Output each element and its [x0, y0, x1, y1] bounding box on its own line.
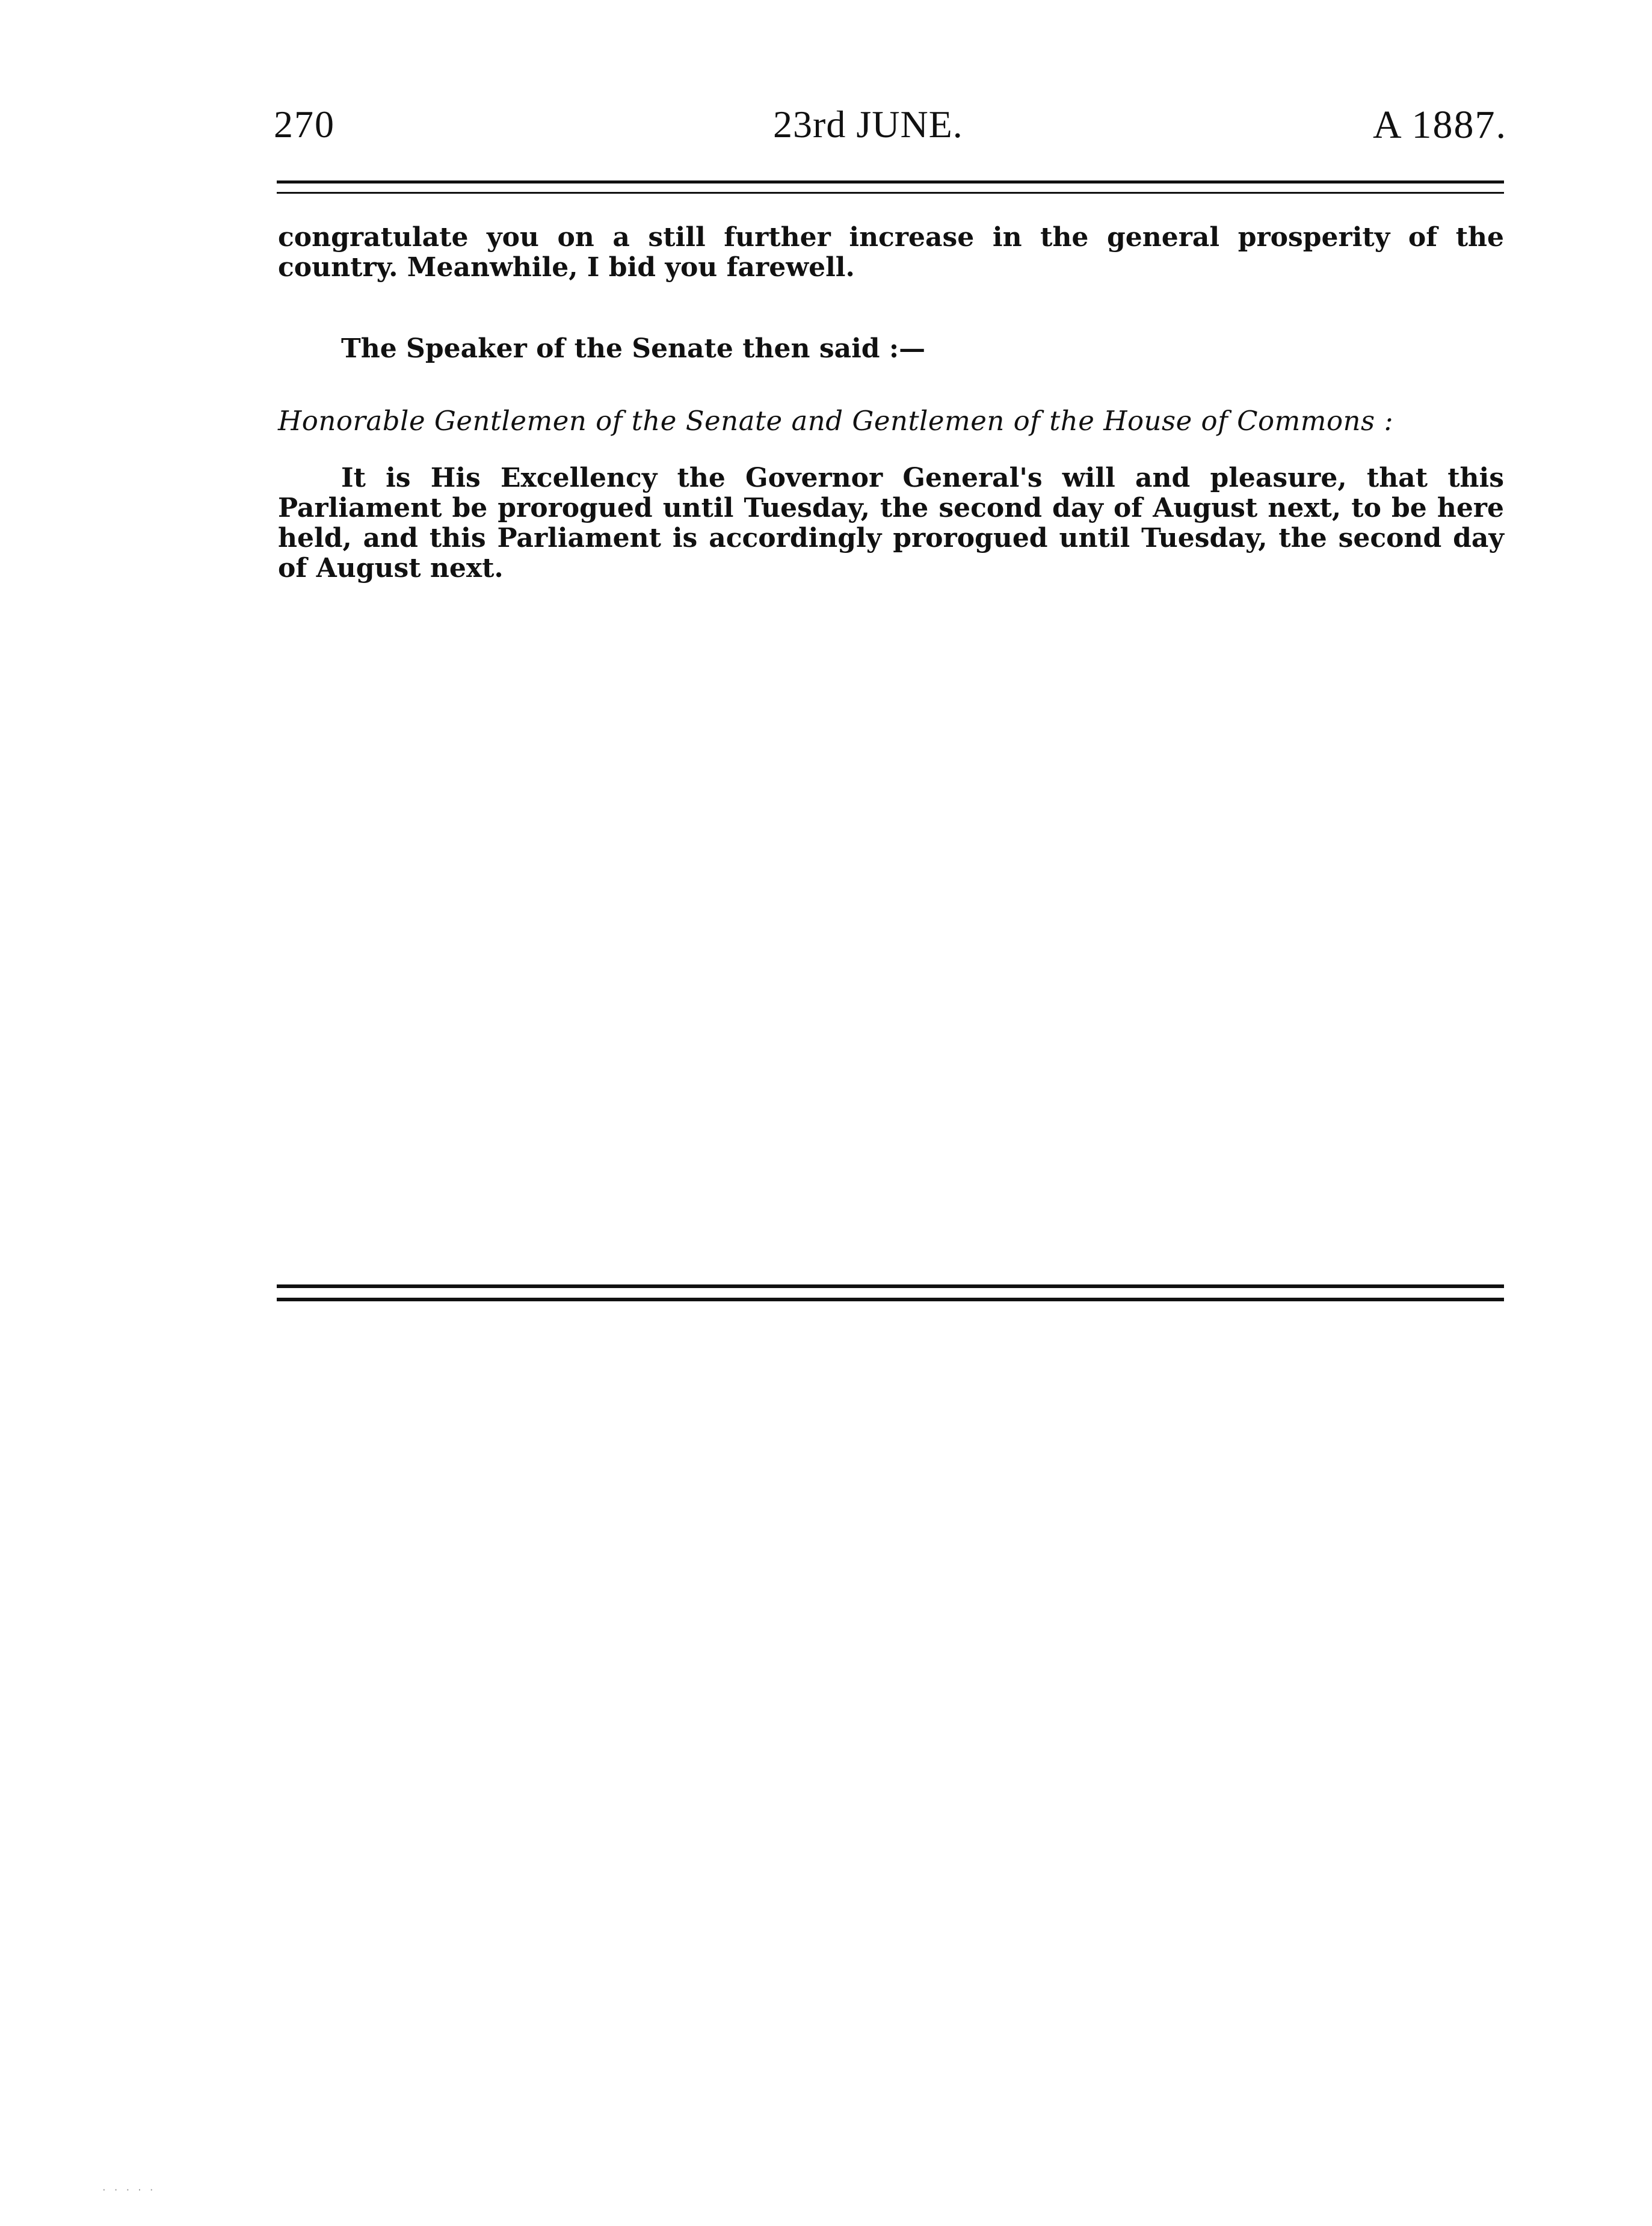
header-rule — [277, 180, 1504, 194]
speaker-line: The Speaker of the Senate then said :— — [341, 333, 926, 364]
address-line: Honorable Gentlemen of the Senate and Gentlemen of the House of Commons : — [278, 405, 1394, 437]
running-title: 23rd JUNE. — [773, 103, 963, 146]
page-header — [274, 102, 1507, 156]
closing-rule — [277, 1284, 1504, 1301]
prorogation-paragraph: It is His Excellency the Governor General's will and pleasure, that this Parliament be prorogued until Tuesday, the second day of August next, to be here held, and this Parliament is accordingly prorogued until Tuesday, the second day of August next. — [278, 463, 1504, 584]
scan-specks: ····· — [102, 2184, 162, 2197]
page-number: 270 — [274, 103, 335, 146]
session-year: A 1887. — [1372, 103, 1507, 147]
continued-paragraph: congratulate you on a still further increase in the general prosperity of the country. Meanwhile, I bid you farewell. — [278, 222, 1504, 283]
